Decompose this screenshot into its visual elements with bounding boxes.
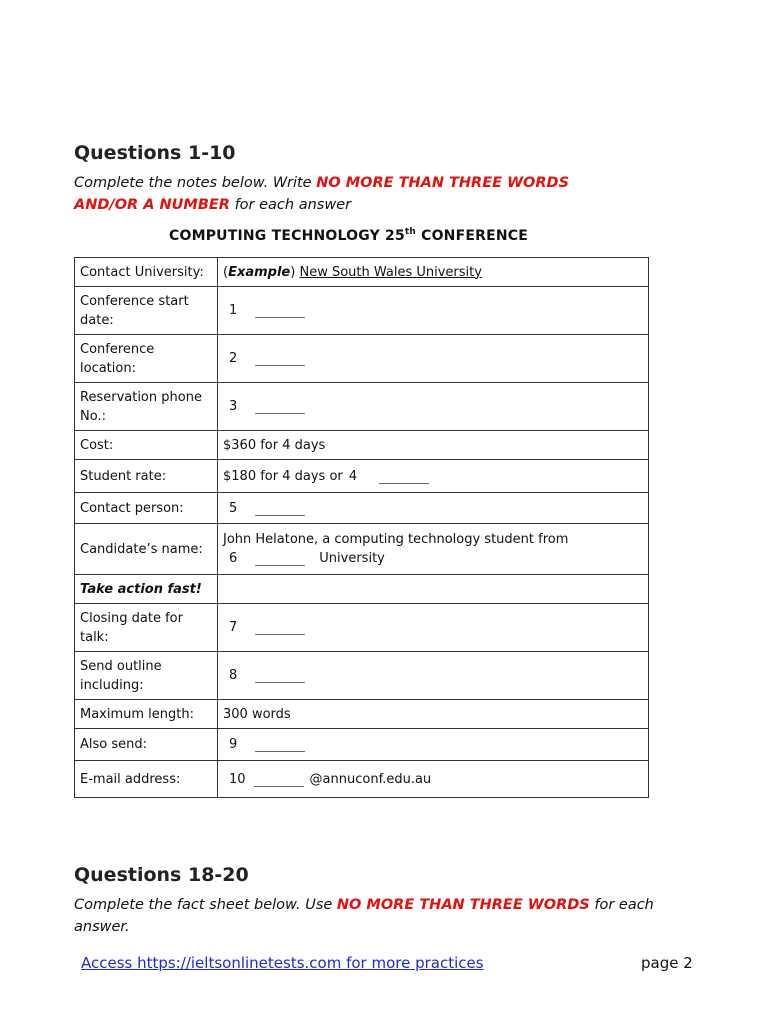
row-value: (Example) New South Wales University [218,258,649,287]
row-label: Take action fast! [75,575,218,604]
table-row [75,652,649,700]
question-number: 6 [229,551,238,566]
table-row [75,460,649,493]
table-row [75,493,649,524]
table-row [75,729,649,761]
row-label: Maximum length: [75,700,218,729]
row-value [218,287,649,335]
question-number: 1 [229,303,238,318]
instructions-1: Complete the notes below. Write NO MORE THAN THREE WORDS AND/OR A NUMBER for each answer [74,175,570,213]
table-row [75,258,649,287]
question-number: 3 [229,399,238,414]
answer-blank[interactable] [255,633,305,635]
example-answer: New South Wales University [299,264,482,280]
row-label: Also send: [75,729,218,761]
row-label: Reservation phone No.: [75,383,218,431]
page-number: page 2 [641,954,693,972]
answer-blank[interactable] [255,514,305,516]
row-value [218,729,649,761]
question-number: 5 [229,500,238,516]
answer-blank[interactable] [379,482,429,484]
row-label: Conference location: [75,335,218,383]
row-value [218,575,649,604]
row-label: E-mail address: [75,761,218,798]
section-heading-1: Questions 1-10 [74,142,236,164]
row-value [218,335,649,383]
table-row [75,383,649,431]
question-number: 8 [229,668,238,683]
answer-blank[interactable] [255,750,305,752]
conference-title: COMPUTING TECHNOLOGY 25th CONFERENCE [169,227,529,244]
answer-blank[interactable] [255,316,305,318]
answer-blank[interactable] [255,564,305,566]
row-value [218,652,649,700]
section-heading-2: Questions 18-20 [74,864,249,886]
table-row [75,575,649,604]
question-number: 4 [348,468,358,484]
table-row [75,335,649,383]
notes-table [74,257,649,798]
row-label: Candidate’s name: [75,524,218,575]
answer-blank[interactable] [254,785,304,787]
row-value: $180 for 4 days or 4 [218,460,649,493]
table-row [75,761,649,798]
table-row [75,700,649,729]
table-row [75,604,649,652]
row-label: Conference start date: [75,287,218,335]
row-label: Cost: [75,431,218,460]
row-value [218,604,649,652]
row-label: Contact person: [75,493,218,524]
row-value: $360 for 4 days [218,431,649,460]
row-label: Send outline including: [75,652,218,700]
row-label: Contact University: [75,258,218,287]
question-number: 10 [229,771,246,787]
answer-blank[interactable] [255,364,305,366]
question-number: 9 [229,737,238,752]
row-value [218,383,649,431]
answer-blank[interactable] [255,412,305,414]
table-row [75,524,649,575]
practice-link[interactable]: Access https://ieltsonlinetests.com for more practices [81,954,484,972]
word-limit-emphasis: NO MORE THAN THREE WORDS AND/OR A NUMBER [74,175,570,213]
row-value [218,493,649,524]
email-domain: @annuconf.edu.au [309,771,432,787]
row-value: John Helatone, a computing technology student from 6 University [218,524,649,575]
answer-blank[interactable] [255,681,305,683]
question-number: 2 [229,351,238,366]
table-row [75,431,649,460]
table-row [75,287,649,335]
example-label: Example [228,264,291,280]
row-label: Closing date for talk: [75,604,218,652]
row-value: 300 words [218,700,649,729]
instructions-2: Complete the fact sheet below. Use NO MORE THAN THREE WORDS for each answer. [74,897,654,935]
row-label: Student rate: [75,460,218,493]
question-number: 7 [229,620,238,635]
row-value [218,761,649,798]
word-limit-emphasis: NO MORE THAN THREE WORDS [336,897,590,913]
